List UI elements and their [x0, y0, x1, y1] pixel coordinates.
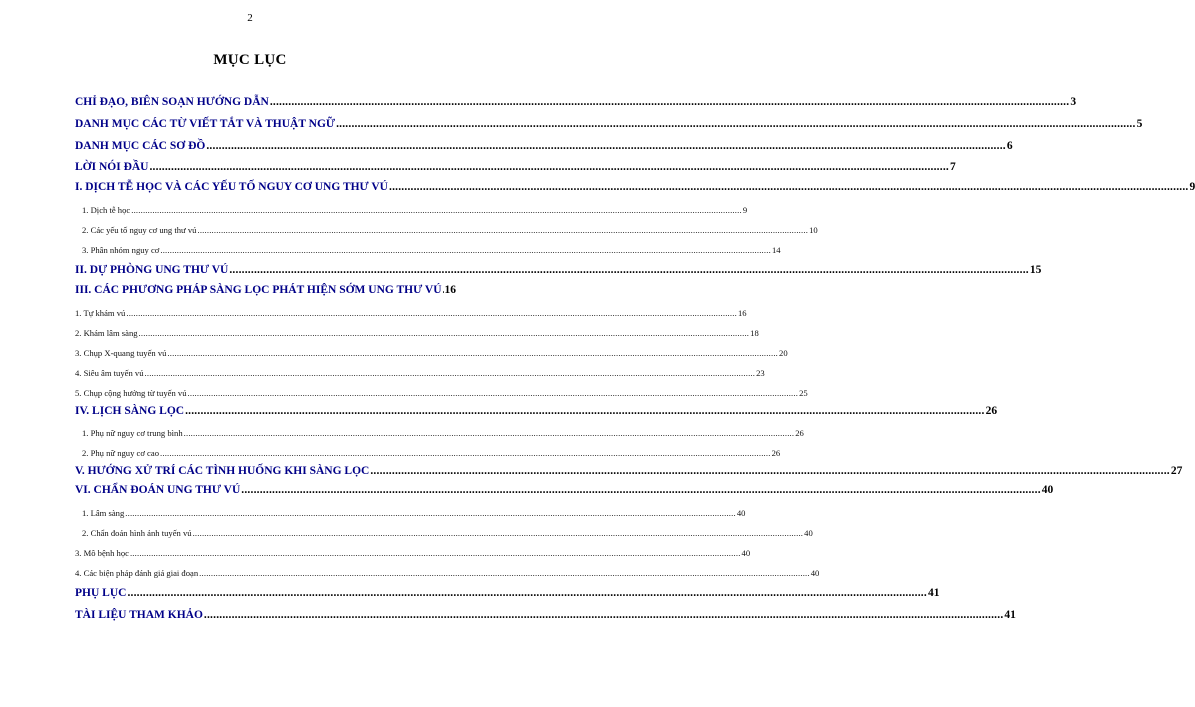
toc-entry[interactable]: [75, 587, 940, 599]
toc-entry[interactable]: [75, 140, 1013, 152]
toc-entry[interactable]: [75, 181, 1195, 193]
toc-leader-dots: ....................................................................................................................................................................................................................................................................: [187, 388, 799, 398]
toc-entry-label: II. DỰ PHÒNG UNG THƯ VÚ: [75, 264, 229, 276]
toc-entry-page: 41: [927, 587, 940, 599]
toc-entry-label: I. DỊCH TỄ HỌC VÀ CÁC YẾU TỐ NGUY CƠ UNG THƯ VÚ: [75, 181, 388, 193]
toc-entry-label: 1. Dịch tễ học: [82, 205, 131, 215]
toc-entry-label: 3. Phân nhóm nguy cơ: [82, 245, 160, 255]
toc-entry-page: 41: [1004, 609, 1016, 621]
toc-entry[interactable]: [75, 264, 1042, 276]
page-number: 2: [247, 12, 253, 24]
toc-entry[interactable]: [75, 388, 808, 398]
toc-entry-label: 1. Tự khám vú: [75, 308, 126, 318]
toc-entry[interactable]: [75, 465, 1183, 477]
toc-leader-dots: ....................................................................................................................................................................................................................................................................: [192, 528, 804, 538]
toc-entry-page: 25: [799, 388, 808, 398]
toc-leader-dots: ....................................................................................................................................................................................................................................................................: [203, 609, 1004, 621]
toc-entry[interactable]: [75, 284, 456, 296]
toc-entry[interactable]: [75, 405, 998, 417]
toc-entry[interactable]: [75, 161, 956, 173]
toc-entry[interactable]: [75, 568, 820, 578]
toc-entry-page: 40: [741, 548, 751, 558]
toc-entry-label: 3. Mô bệnh học: [75, 548, 129, 558]
toc-entry[interactable]: [75, 348, 788, 358]
toc-entry-label: VI. CHẨN ĐOÁN UNG THƯ VÚ: [75, 484, 241, 496]
toc-leader-dots: ....................................................................................................................................................................................................................................................................: [149, 161, 949, 173]
toc-entry-label: III. CÁC PHƯƠNG PHÁP SÀNG LỌC PHÁT HIỆN SỚM UNG THƯ VÚ: [75, 284, 442, 296]
toc-entry[interactable]: [75, 609, 1016, 621]
toc-entry-page: 16: [444, 284, 456, 296]
toc-entry[interactable]: [75, 96, 1077, 108]
toc-entry-label: 1. Phụ nữ nguy cơ trung bình: [82, 428, 183, 438]
toc-entry[interactable]: [75, 328, 759, 338]
toc-entry-label: 5. Chụp cộng hưởng từ tuyến vú: [75, 388, 187, 398]
toc-entry[interactable]: [75, 484, 1054, 496]
toc-leader-dots: ....................................................................................................................................................................................................................................................................: [183, 428, 795, 438]
toc-entry[interactable]: [82, 245, 781, 255]
toc-leader-dots: ....................................................................................................................................................................................................................................................................: [129, 548, 741, 558]
toc-entry-page: 5: [1136, 118, 1143, 130]
toc-entry-label: TÀI LIỆU THAM KHẢO: [75, 609, 203, 621]
toc-entry-label: CHỈ ĐẠO, BIÊN SOẠN HƯỚNG DẪN: [75, 96, 269, 108]
toc-entry-page: 40: [810, 568, 820, 578]
toc-entry-page: 26: [985, 405, 998, 417]
toc-entry-page: 26: [771, 448, 781, 458]
toc-entry-label: V. HƯỚNG XỬ TRÍ CÁC TÌNH HUỐNG KHI SÀNG LỌC: [75, 465, 370, 477]
toc-leader-dots: ....................................................................................................................................................................................................................................................................: [336, 118, 1136, 130]
toc-leader-dots: ....................................................................................................................................................................................................................................................................: [389, 181, 1189, 193]
toc-entry-page: 3: [1070, 96, 1077, 108]
toc-entry-page: 40: [736, 508, 746, 518]
toc-leader-dots: ....................................................................................................................................................................................................................................................................: [229, 264, 1029, 276]
toc-entry-page: 40: [804, 528, 813, 538]
toc-entry[interactable]: [82, 508, 746, 518]
toc-entry[interactable]: [82, 448, 781, 458]
toc-entry[interactable]: [82, 205, 748, 215]
toc-entry-label: 1. Lâm sàng: [82, 508, 125, 518]
toc-leader-dots: ....................................................................................................................................................................................................................................................................: [160, 245, 771, 255]
toc-leader-dots: ....................................................................................................................................................................................................................................................................: [197, 225, 809, 235]
toc-entry-page: 7: [949, 161, 956, 173]
toc-entry-page: 14: [771, 245, 781, 255]
toc-entry-page: 9: [742, 205, 748, 215]
toc-entry-page: 27: [1170, 465, 1183, 477]
toc-leader-dots: ....................................................................................................................................................................................................................................................................: [127, 587, 927, 599]
toc-entry-page: 6: [1006, 140, 1013, 152]
toc-entry-label: 2. Khám lâm sàng: [75, 328, 138, 338]
toc-leader-dots: ....................................................................................................................................................................................................................................................................: [370, 465, 1170, 477]
toc-leader-dots: ....................................................................................................................................................................................................................................................................: [269, 96, 1070, 108]
toc-entry-label: 3. Chụp X-quang tuyến vú: [75, 348, 167, 358]
toc-entry[interactable]: [82, 225, 818, 235]
toc-entry-page: 20: [779, 348, 788, 358]
toc-entry-page: 23: [756, 368, 765, 378]
toc-entry-label: DANH MỤC CÁC SƠ ĐỒ: [75, 140, 206, 152]
toc-entry[interactable]: [75, 118, 1143, 130]
toc-entry-label: 4. Siêu âm tuyến vú: [75, 368, 144, 378]
toc-entry-label: PHỤ LỤC: [75, 587, 127, 599]
toc-entry-label: IV. LỊCH SÀNG LỌC: [75, 405, 185, 417]
toc-entry-label: 4. Các biện pháp đánh giá giai đoạn: [75, 568, 199, 578]
toc-entry-label: LỜI NÓI ĐẦU: [75, 161, 149, 173]
toc-entry-page: 9: [1189, 181, 1195, 193]
toc-leader-dots: ....................................................................................................................................................................................................................................................................: [144, 368, 756, 378]
toc-entry-label: 2. Các yếu tố nguy cơ ung thư vú: [82, 225, 197, 235]
toc-leader-dots: ....................................................................................................................................................................................................................................................................: [125, 508, 736, 518]
toc-leader-dots: ....................................................................................................................................................................................................................................................................: [241, 484, 1041, 496]
toc-entry-page: 18: [750, 328, 759, 338]
toc-entry-page: 26: [795, 428, 804, 438]
toc-leader-dots: ....................................................................................................................................................................................................................................................................: [167, 348, 779, 358]
toc-entry-label: DANH MỤC CÁC TỪ VIẾT TẮT VÀ THUẬT NGỮ: [75, 118, 336, 130]
toc-leader-dots: [443, 284, 444, 296]
toc-entry[interactable]: [75, 308, 747, 318]
toc-leader-dots: ....................................................................................................................................................................................................................................................................: [160, 448, 771, 458]
toc-leader-dots: ....................................................................................................................................................................................................................................................................: [131, 205, 742, 215]
toc-entry[interactable]: [82, 528, 813, 538]
toc-entry-page: 15: [1029, 264, 1042, 276]
toc-entry-page: 40: [1041, 484, 1054, 496]
toc-leader-dots: ....................................................................................................................................................................................................................................................................: [126, 308, 737, 318]
toc-entry-page: 16: [737, 308, 747, 318]
toc-entry-label: 2. Chẩn đoán hình ảnh tuyến vú: [82, 528, 192, 538]
toc-leader-dots: ....................................................................................................................................................................................................................................................................: [199, 568, 810, 578]
toc-entry[interactable]: [82, 428, 804, 438]
toc-entry[interactable]: [75, 548, 751, 558]
toc-entry-page: 10: [809, 225, 818, 235]
toc-leader-dots: ....................................................................................................................................................................................................................................................................: [206, 140, 1006, 152]
toc-entry-label: 2. Phụ nữ nguy cơ cao: [82, 448, 159, 458]
toc-leader-dots: ....................................................................................................................................................................................................................................................................: [185, 405, 985, 417]
toc-leader-dots: ....................................................................................................................................................................................................................................................................: [138, 328, 750, 338]
toc-entry[interactable]: [75, 368, 765, 378]
toc-title: MỤC LỤC: [213, 52, 287, 68]
